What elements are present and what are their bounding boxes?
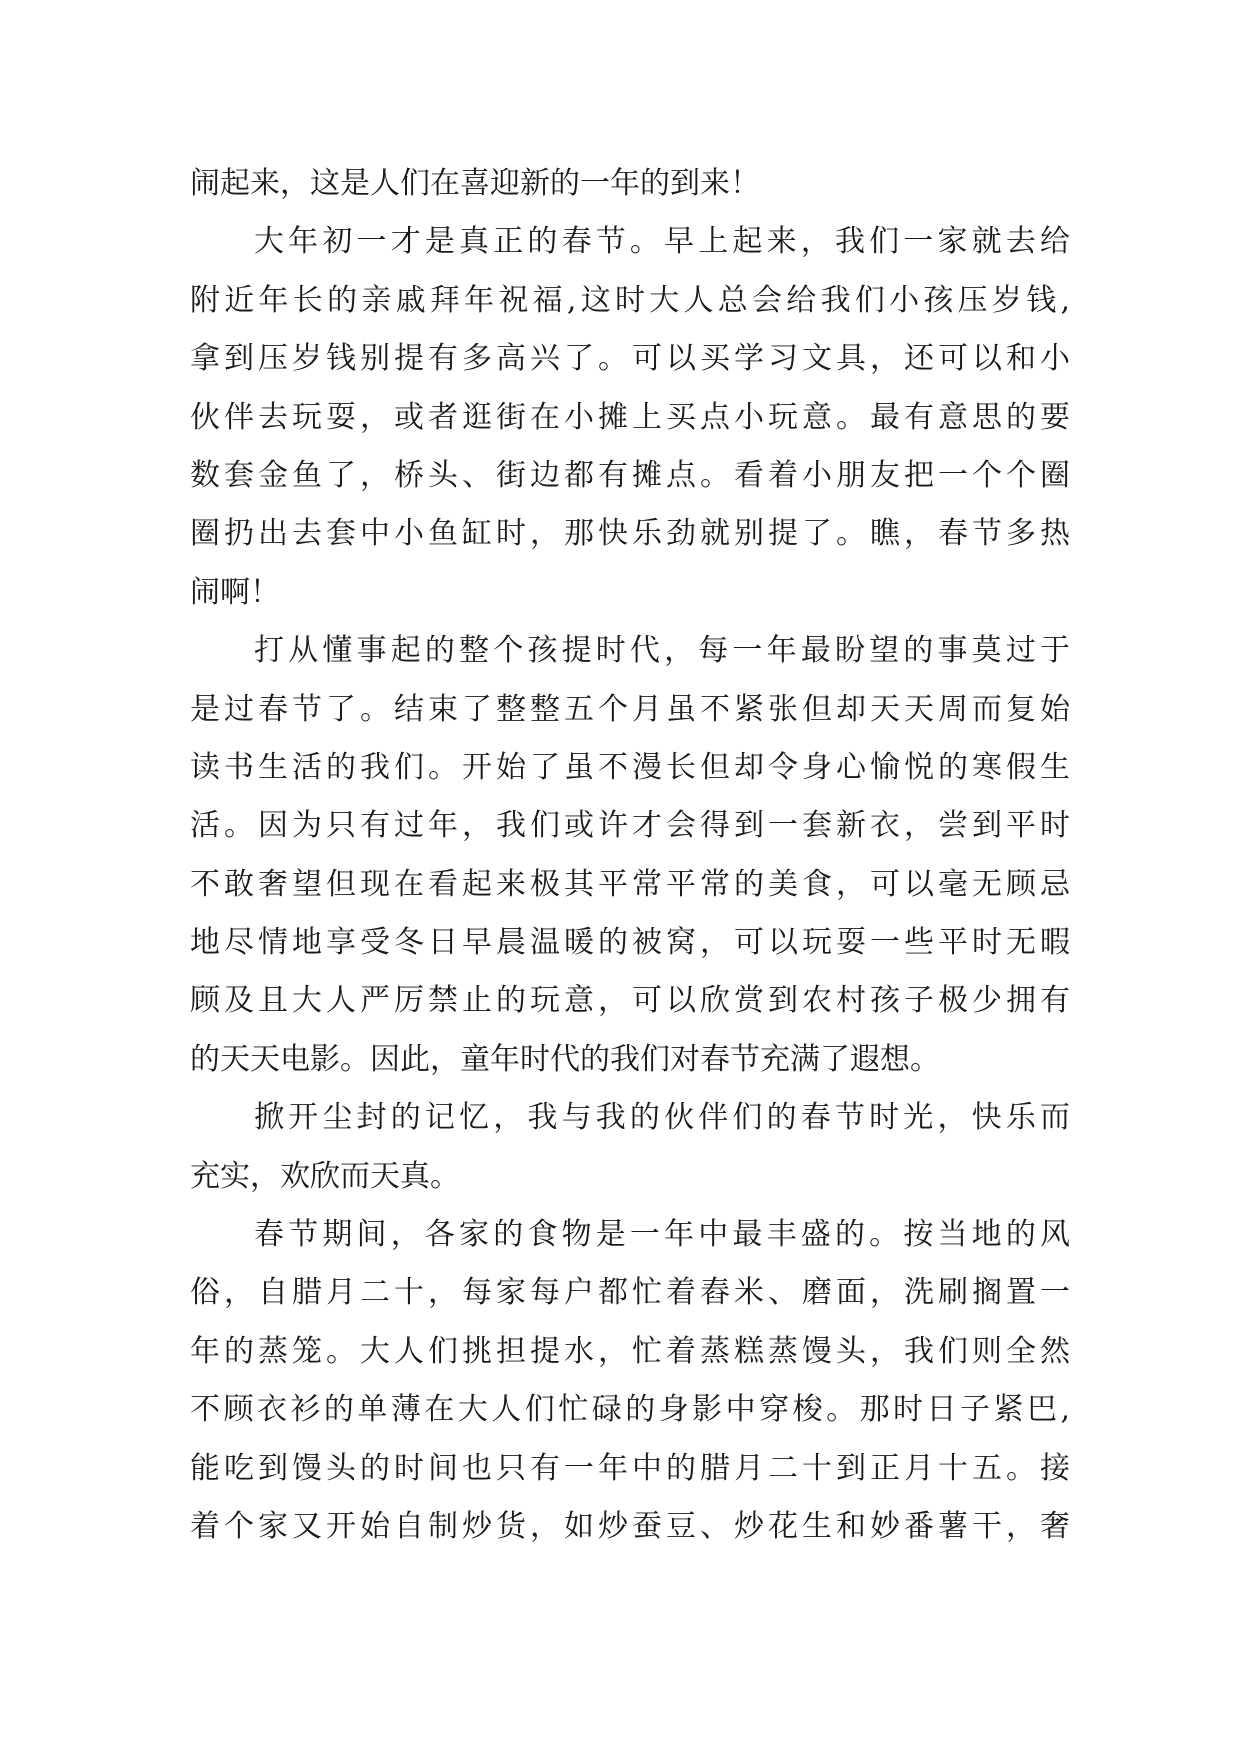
- text-line: 数套金鱼了，桥头、街边都有摊点。看着小朋友把一个个圈: [190, 457, 1070, 493]
- text-line: 的天天电影。因此，童年时代的我们对春节充满了遐想。: [190, 1041, 940, 1077]
- document-body: [190, 155, 1070, 1556]
- text-line: 年的蒸笼。大人们挑担提水，忙着蒸糕蒸馒头，我们则全然: [190, 1333, 1070, 1369]
- text-line: 不顾衣衫的单薄在大人们忙碌的身影中穿梭。那时日子紧巴,: [190, 1392, 1070, 1428]
- text-line: 打从懂事起的整个孩提时代，每一年最盼望的事莫过于: [254, 633, 1070, 669]
- text-line: 春节期间，各家的食物是一年中最丰盛的。按当地的风: [254, 1217, 1070, 1253]
- text-line: 伙伴去玩耍，或者逛街在小摊上买点小玩意。最有意思的要: [190, 399, 1070, 435]
- text-line: 俗，自腊月二十，每家每户都忙着舂米、磨面，洗刷搁置一: [190, 1275, 1070, 1311]
- text-line: 闹起来，这是人们在喜迎新的一年的到来！: [190, 166, 760, 201]
- text-line: 着个家又开始自制炒货，如炒蚕豆、炒花生和妙番薯干，奢: [190, 1508, 1070, 1544]
- text-line: 顾及且大人严厉禁止的玩意，可以欣赏到农村孩子极少拥有: [190, 983, 1070, 1019]
- text-line: 活。因为只有过年，我们或许才会得到一套新衣，尝到平时: [190, 808, 1070, 844]
- text-line: 能吃到馒头的时间也只有一年中的腊月二十到正月十五。接: [190, 1450, 1070, 1486]
- text-line: 读书生活的我们。开始了虽不漫长但却令身心愉悦的寒假生: [190, 749, 1070, 785]
- text-line: 圈扔出去套中小鱼缸时，那快乐劲就别提了。瞧，春节多热: [190, 516, 1070, 552]
- text-line: 掀开尘封的记忆，我与我的伙伴们的春节时光，快乐而: [254, 1100, 1070, 1136]
- text-line: 充实，欢欣而天真。: [190, 1158, 460, 1194]
- text-line: 拿到压岁钱别提有多高兴了。可以买学习文具，还可以和小: [190, 341, 1070, 377]
- text-line: 闹啊！: [190, 574, 280, 610]
- text-line: 大年初一才是真正的春节。早上起来，我们一家就去给: [254, 224, 1070, 260]
- text-line: 地尽情地享受冬日早晨温暖的被窝，可以玩耍一些平时无暇: [190, 925, 1070, 961]
- text-line: 是过春节了。结束了整整五个月虽不紧张但却天天周而复始: [190, 691, 1070, 727]
- text-line: 附近年长的亲戚拜年祝福,这时大人总会给我们小孩压岁钱,: [190, 282, 1070, 318]
- text-line: 不敢奢望但现在看起来极其平常平常的美食，可以毫无顾忌: [190, 866, 1070, 902]
